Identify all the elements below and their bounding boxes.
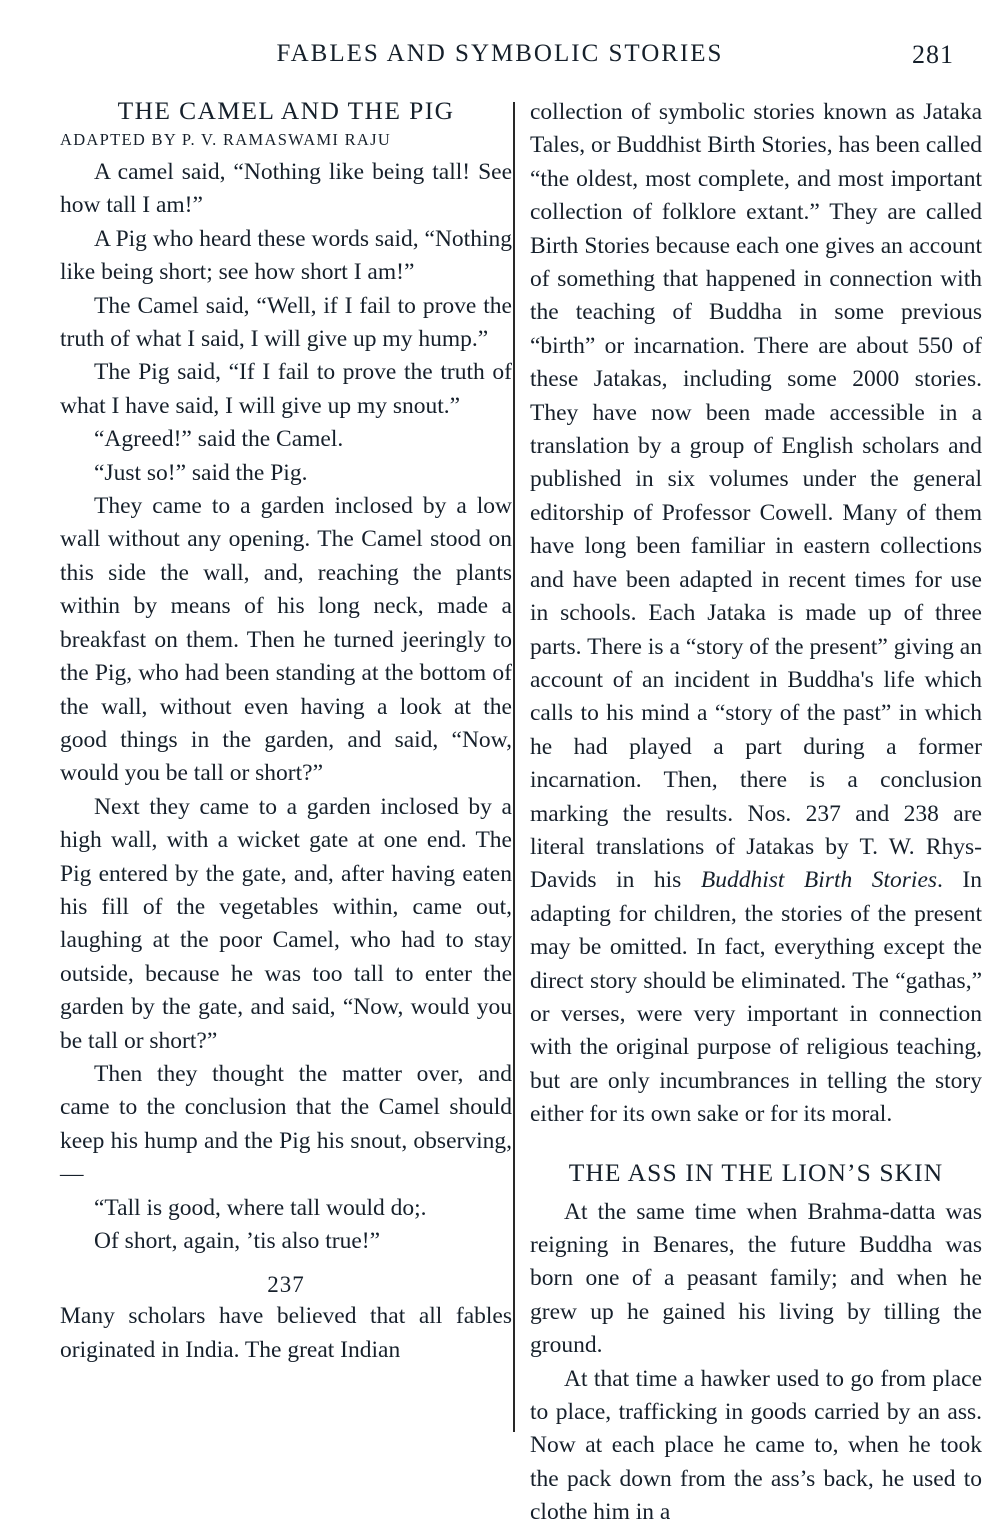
paragraph: The Camel said, “Well, if I fail to prove the truth of what I said, I will give up my hump.” bbox=[60, 292, 512, 353]
running-head: FABLES AND SYMBOLIC STORIES bbox=[276, 40, 724, 67]
verse-line: “Tall is good, where tall would do;. bbox=[94, 1194, 427, 1221]
note-paragraph: Many scholars have believed that all fables originated in India. The great Indian bbox=[60, 1303, 512, 1363]
paragraph: Next they came to a garden inclosed by a high wall, with a wicket gate at one end. The Pig entered by the gate, and, after having eaten his fill of the vegetables within, came out, laughing at the poor Camel, who had to stay outside, because he was too tall to enter the garden by the gate, and said, “Now, would you be tall or short?” bbox=[60, 793, 512, 1054]
story-subhead: THE ASS IN THE LION’S SKIN bbox=[568, 1157, 944, 1187]
note-continuation bbox=[530, 96, 982, 1132]
two-column-body bbox=[30, 96, 983, 1526]
right-column bbox=[530, 96, 983, 1526]
paragraph: A camel said, “Nothing like being tall! See how tall I am!” bbox=[60, 159, 512, 219]
note-continuation-text: collection of symbolic stories known as Jataka Tales, or Buddhist Birth Stories, has been called “the oldest, most complete, and most important collection of folklore extant.” They are called Birth Stories because each one gives an account of something that happened in connection with the teaching of Buddha in some previous “birth” or incarnation. There are about 550 of these Jatakas, including some 2000 stories. They have now been made accessible in a translation by a group of English scholars and published in six volumes under the general editorship of Professor Cowell. Many of them have long been familiar in eastern collections and have been adapted in recent times for use in schools. Each Jataka is made up of three parts. There is a “story of the present” giving an account of an incident in Buddha's life which calls to his mind a “story of the past” in which he had played a part during a former incarnation. Then, there is a conclusion marking the results. Nos. 237 and 238 are literal translations of Jatakas by T. W. Rhys-Davids in his bbox=[530, 99, 982, 894]
paragraph: They came to a garden inclosed by a low wall without any opening. The Camel stood on this side the wall, and, reaching the plants within by means of his long neck, made a breakfast on them. Then he turned jeeringly to the Pig, who had been standing at the bottom of the wall, without even having a look at the good things in the garden, and said, “Now, would you be tall or short?” bbox=[60, 493, 512, 787]
paragraph: At the same time when Brahma-datta was reigning in Benares, the future Buddha was born one of a peasant family; and when he grew up he gained his living by tilling the ground. bbox=[530, 1198, 982, 1359]
story-title: THE CAMEL AND THE PIG bbox=[117, 96, 455, 125]
section-number: 237 bbox=[267, 1272, 305, 1298]
book-title-italic: Buddhist Birth Stories bbox=[700, 867, 938, 894]
paragraph: “Agreed!” said the Camel. bbox=[94, 426, 344, 453]
column-divider-rule bbox=[513, 102, 515, 1432]
paragraph: “Just so!” said the Pig. bbox=[94, 459, 308, 486]
note-continuation-tail: . In adapting for children, the stories of the present may be omitted. In fact, everything except the direct story should be eliminated. The “gathas,” or verses, were very important in connection with the original purpose of religious teaching, but are only incumbrances in telling the story either for its own sake or for its moral. bbox=[530, 867, 983, 1128]
page-number: 281 bbox=[912, 40, 954, 69]
paragraph: A Pig who heard these words said, “Nothing like being short; see how short I am!” bbox=[60, 225, 512, 286]
paragraph: Then they thought the matter over, and came to the conclusion that the Camel should keep his hump and the Pig his snout, observing,— bbox=[60, 1060, 512, 1188]
verse-line: Of short, again, ’tis also true!” bbox=[94, 1228, 381, 1254]
paragraph: At that time a hawker used to go from place to place, trafficking in goods carried by an ass. Now at each place he came to, when he took the pack down from the ass’s back, he used to clothe him in a bbox=[530, 1365, 982, 1526]
story-byline: ADAPTED BY P. V. RAMASWAMI RAJU bbox=[60, 130, 392, 149]
paragraph: The Pig said, “If I fail to prove the truth of what I have said, I will give up my snout.” bbox=[60, 359, 512, 419]
left-column bbox=[60, 96, 512, 1436]
